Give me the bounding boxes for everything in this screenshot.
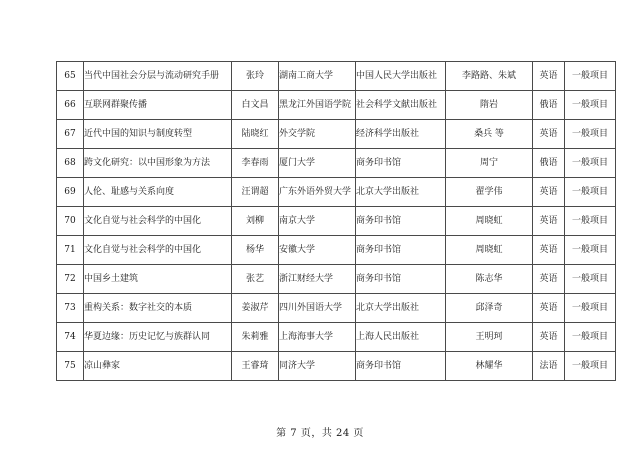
cell-category: 一般项目 xyxy=(565,207,616,236)
cell-category: 一般项目 xyxy=(565,178,616,207)
cell-title: 中国乡土建筑 xyxy=(84,265,232,294)
cell-translator: 刘柳 xyxy=(232,207,279,236)
table-row xyxy=(57,149,616,178)
cell-author: 周晓虹 xyxy=(446,236,533,265)
cell-author: 王明珂 xyxy=(446,323,533,352)
cell-title: 当代中国社会分层与流动研究手册 xyxy=(84,62,232,91)
cell-translator: 汪谓超 xyxy=(232,178,279,207)
cell-publisher: 北京大学出版社 xyxy=(356,294,446,323)
table-row xyxy=(57,352,616,381)
cell-title: 跨文化研究：以中国形象为方法 xyxy=(84,149,232,178)
cell-publisher: 社会科学文献出版社 xyxy=(356,91,446,120)
table-row xyxy=(57,91,616,120)
cell-no: 66 xyxy=(57,91,84,120)
cell-author: 李路路、朱斌 xyxy=(446,62,533,91)
cell-no: 70 xyxy=(57,207,84,236)
table-row xyxy=(57,207,616,236)
cell-institution: 南京大学 xyxy=(279,207,356,236)
table-row xyxy=(57,265,616,294)
cell-no: 74 xyxy=(57,323,84,352)
cell-publisher: 中国人民大学出版社 xyxy=(356,62,446,91)
cell-institution: 黑龙江外国语学院 xyxy=(279,91,356,120)
cell-language: 英语 xyxy=(533,323,565,352)
cell-no: 73 xyxy=(57,294,84,323)
cell-institution: 湖南工商大学 xyxy=(279,62,356,91)
cell-author: 林耀华 xyxy=(446,352,533,381)
cell-publisher: 经济科学出版社 xyxy=(356,120,446,149)
cell-no: 68 xyxy=(57,149,84,178)
cell-author: 周宁 xyxy=(446,149,533,178)
cell-title: 人伦、耻感与关系向度 xyxy=(84,178,232,207)
cell-translator: 杨华 xyxy=(232,236,279,265)
cell-title: 文化自觉与社会科学的中国化 xyxy=(84,236,232,265)
cell-author: 陈志华 xyxy=(446,265,533,294)
cell-language: 英语 xyxy=(533,120,565,149)
cell-language: 英语 xyxy=(533,265,565,294)
cell-publisher: 商务印书馆 xyxy=(356,352,446,381)
cell-institution: 厦门大学 xyxy=(279,149,356,178)
table-row xyxy=(57,62,616,91)
cell-author: 桑兵 等 xyxy=(446,120,533,149)
cell-translator: 张艺 xyxy=(232,265,279,294)
cell-language: 英语 xyxy=(533,178,565,207)
cell-publisher: 上海人民出版社 xyxy=(356,323,446,352)
cell-language: 英语 xyxy=(533,294,565,323)
cell-publisher: 商务印书馆 xyxy=(356,149,446,178)
cell-no: 71 xyxy=(57,236,84,265)
table-row xyxy=(57,120,616,149)
cell-publisher: 商务印书馆 xyxy=(356,265,446,294)
cell-language: 法语 xyxy=(533,352,565,381)
cell-institution: 安徽大学 xyxy=(279,236,356,265)
cell-title: 文化自觉与社会科学的中国化 xyxy=(84,207,232,236)
cell-title: 重构关系：数字社交的本质 xyxy=(84,294,232,323)
cell-language: 俄语 xyxy=(533,149,565,178)
cell-author: 邱泽奇 xyxy=(446,294,533,323)
cell-institution: 外交学院 xyxy=(279,120,356,149)
cell-category: 一般项目 xyxy=(565,149,616,178)
cell-language: 英语 xyxy=(533,207,565,236)
cell-language: 俄语 xyxy=(533,91,565,120)
table-row xyxy=(57,294,616,323)
cell-author: 翟学伟 xyxy=(446,178,533,207)
cell-translator: 姜淑芹 xyxy=(232,294,279,323)
cell-institution: 广东外语外贸大学 xyxy=(279,178,356,207)
cell-translator: 白文昌 xyxy=(232,91,279,120)
cell-category: 一般项目 xyxy=(565,352,616,381)
cell-translator: 张玲 xyxy=(232,62,279,91)
cell-translator: 王睿琦 xyxy=(232,352,279,381)
page-number-footer: 第 7 页，共 24 页 xyxy=(276,428,364,439)
cell-category: 一般项目 xyxy=(565,62,616,91)
cell-no: 72 xyxy=(57,265,84,294)
cell-category: 一般项目 xyxy=(565,120,616,149)
cell-category: 一般项目 xyxy=(565,323,616,352)
table-row xyxy=(57,323,616,352)
table-row xyxy=(57,178,616,207)
table-row xyxy=(57,236,616,265)
cell-institution: 浙江财经大学 xyxy=(279,265,356,294)
cell-category: 一般项目 xyxy=(565,236,616,265)
cell-category: 一般项目 xyxy=(565,294,616,323)
cell-translator: 陆晓红 xyxy=(232,120,279,149)
cell-title: 华夏边缘：历史记忆与族群认同 xyxy=(84,323,232,352)
cell-no: 65 xyxy=(57,62,84,91)
cell-title: 互联网群聚传播 xyxy=(84,91,232,120)
cell-title: 凉山彝家 xyxy=(84,352,232,381)
cell-title: 近代中国的知识与制度转型 xyxy=(84,120,232,149)
project-table xyxy=(56,61,616,381)
cell-publisher: 商务印书馆 xyxy=(356,236,446,265)
table-body xyxy=(57,62,616,381)
cell-no: 69 xyxy=(57,178,84,207)
cell-category: 一般项目 xyxy=(565,91,616,120)
cell-publisher: 北京大学出版社 xyxy=(356,178,446,207)
cell-institution: 上海海事大学 xyxy=(279,323,356,352)
cell-author: 周晓虹 xyxy=(446,207,533,236)
cell-translator: 朱莉雅 xyxy=(232,323,279,352)
cell-category: 一般项目 xyxy=(565,265,616,294)
cell-translator: 李春雨 xyxy=(232,149,279,178)
cell-author: 隋岩 xyxy=(446,91,533,120)
cell-institution: 四川外国语大学 xyxy=(279,294,356,323)
cell-no: 67 xyxy=(57,120,84,149)
cell-no: 75 xyxy=(57,352,84,381)
cell-publisher: 商务印书馆 xyxy=(356,207,446,236)
cell-language: 英语 xyxy=(533,62,565,91)
cell-language: 英语 xyxy=(533,236,565,265)
cell-institution: 同济大学 xyxy=(279,352,356,381)
